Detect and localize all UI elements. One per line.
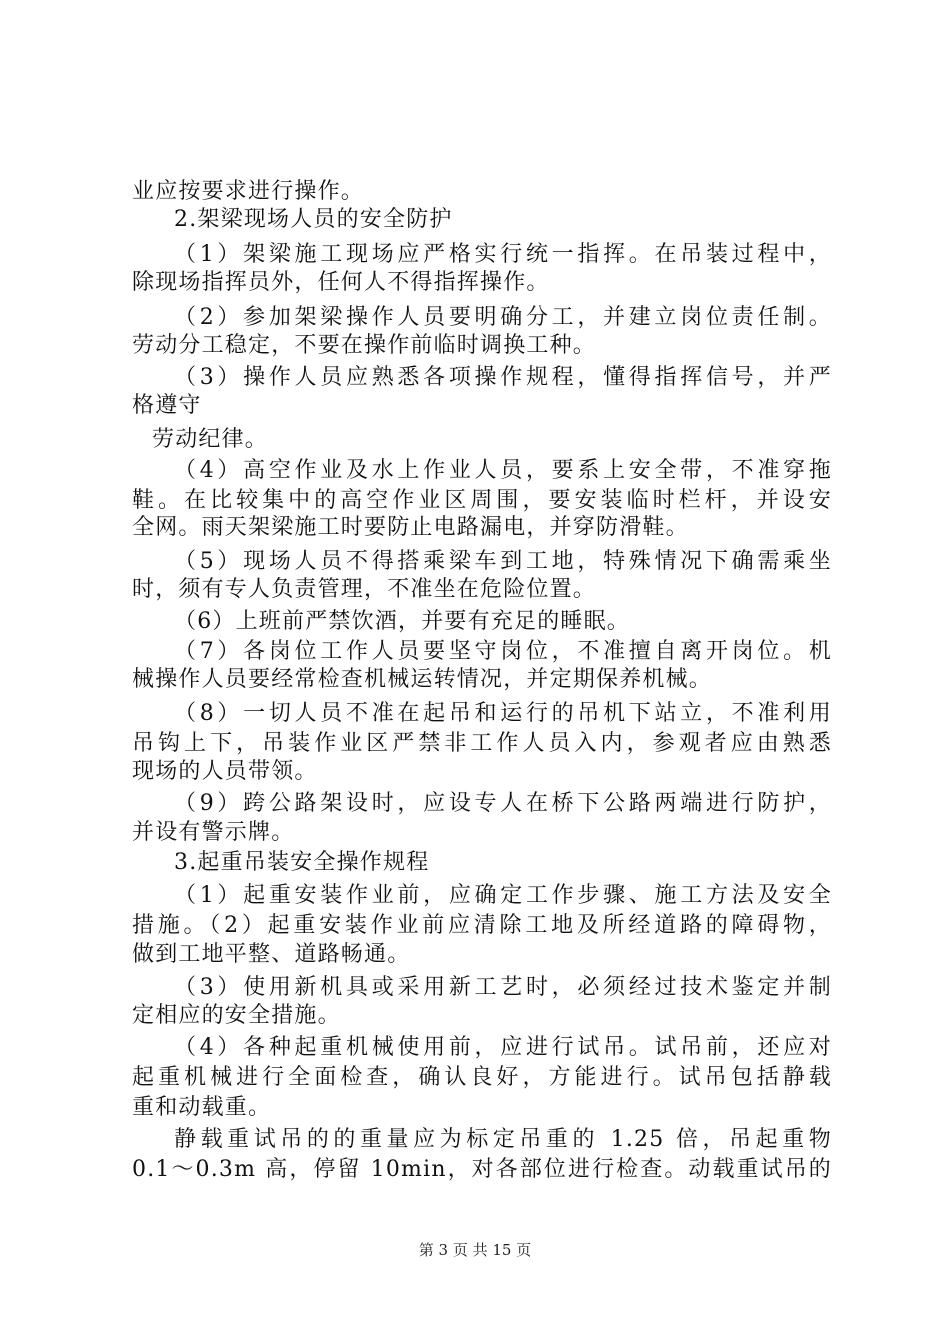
section-heading: 3.起重吊装安全操作规程 <box>174 850 430 875</box>
text-line: 定相应的安全措施。 <box>132 1003 341 1028</box>
text-line: （7）各岗位工作人员要坚守岗位，不准擅自离开岗位。机 <box>174 639 832 664</box>
text-line: （3）使用新机具或采用新工艺时，必须经过技术鉴定并制 <box>174 975 832 1000</box>
text-line: 鞋。在比较集中的高空作业区周围，要安装临时栏杆，并设安 <box>132 488 832 513</box>
text-line: （4）各种起重机械使用前，应进行试吊。试吊前，还应对 <box>174 1035 832 1060</box>
text-line: （9）跨公路架设时，应设专人在桥下公路两端进行防护， <box>174 791 832 816</box>
text-line: 现场的人员带领。 <box>132 759 318 784</box>
text-line: 并设有警示牌。 <box>132 820 295 845</box>
text-line: （4）高空作业及水上作业人员，要系上安全带，不准穿拖 <box>174 458 832 483</box>
text-line: （5）现场人员不得搭乘梁车到工地，特殊情况下确需乘坐 <box>174 549 832 574</box>
text-line: （2）参加架梁操作人员要明确分工，并建立岗位责任制。 <box>174 305 832 330</box>
text-line: 劳动分工稳定，不要在操作前临时调换工种。 <box>132 333 597 358</box>
text-line: 业应按要求进行操作。 <box>132 179 365 204</box>
text-line: 劳动纪律。 <box>152 427 269 452</box>
text-line: 械操作人员要经常检查机械运转情况，并定期保养机械。 <box>132 667 713 692</box>
text-line: （1）架梁施工现场应严格实行统一指挥。在吊装过程中， <box>174 242 832 267</box>
text-line: （6）上班前严禁饮酒，并要有充足的睡眠。 <box>174 609 630 634</box>
text-line: 重和动载重。 <box>132 1095 272 1120</box>
section-heading: 2.架梁现场人员的安全防护 <box>174 207 453 232</box>
page-number-footer: 第 3 页 共 15 页 <box>418 1241 532 1259</box>
text-line: 时，须有专人负责管理，不准坐在危险位置。 <box>132 577 597 602</box>
text-line: 做到工地平整、道路畅通。 <box>132 942 411 967</box>
text-line: 0.1～0.3m 高，停留 10min，对各部位进行检查。动载重试吊的 <box>132 1157 832 1182</box>
text-line: 全网。雨天架梁施工时要防止电路漏电，并穿防滑鞋。 <box>132 515 689 540</box>
text-line: （1）起重安装作业前，应确定工作步骤、施工方法及安全 <box>174 883 832 908</box>
text-line: 除现场指挥员外，任何人不得指挥操作。 <box>132 270 550 295</box>
text-line: （8）一切人员不准在起吊和运行的吊机下站立，不准利用 <box>174 701 832 726</box>
text-line: 吊钩上下，吊装作业区严禁非工作人员入内，参观者应由熟悉 <box>132 731 832 756</box>
text-line: 起重机械进行全面检查，确认良好，方能进行。试吊包括静载 <box>132 1065 832 1090</box>
text-line: 静载重试吊的的重量应为标定吊重的 1.25 倍，吊起重物 <box>174 1127 832 1152</box>
text-line: 措施。（2）起重安装作业前应清除工地及所经道路的障碍物， <box>132 913 832 938</box>
text-line: 格遵守 <box>132 393 202 418</box>
text-line: （3）操作人员应熟悉各项操作规程，懂得指挥信号，并严 <box>174 365 832 390</box>
